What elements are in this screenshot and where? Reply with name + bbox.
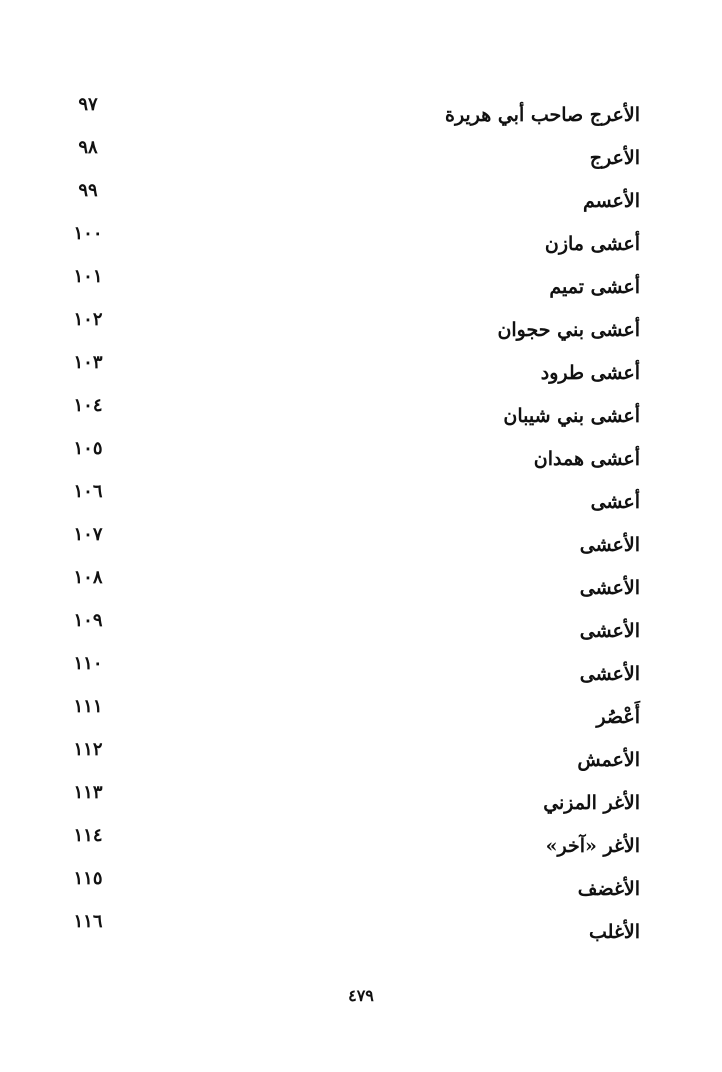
index-entry: [0, 348, 722, 391]
index-entry: [0, 520, 722, 563]
index-entry: [0, 563, 722, 606]
index-entry: [0, 262, 722, 305]
entry-name: الأغلب: [589, 921, 640, 943]
index-entry: [0, 735, 722, 778]
index-entry: [0, 778, 722, 821]
index-entry: [0, 176, 722, 219]
entry-name: الأعرج صاحب أبي هريرة: [444, 104, 640, 126]
entry-name: الأعشى: [579, 663, 640, 685]
entry-number: ١١٥: [73, 868, 103, 889]
entry-name: الأعرج: [589, 147, 640, 169]
entry-name: أعشى طرود: [540, 362, 640, 384]
entry-name: أعشى همدان: [533, 448, 640, 470]
entry-name: الأعسم: [582, 190, 640, 212]
index-entry: [0, 606, 722, 649]
index-entry: [0, 692, 722, 735]
entry-number: ١٠٧: [73, 524, 103, 545]
entry-number: ٩٧: [78, 94, 98, 115]
entry-name: الأعشى: [579, 620, 640, 642]
index-entry: [0, 434, 722, 477]
entry-name: أعشى بني شيبان: [503, 405, 640, 427]
entry-name: أعشى مازن: [544, 233, 640, 255]
entry-number: ١١٢: [73, 739, 103, 760]
entry-number: ١١١: [73, 696, 103, 717]
index-entry: [0, 649, 722, 692]
entry-name: الأغضف: [577, 878, 640, 900]
entry-number: ١٠٣: [73, 352, 103, 373]
index-entry-list: [0, 90, 722, 950]
entry-number: ١٠٢: [73, 309, 103, 330]
entry-name: أَعْصُر: [596, 706, 640, 728]
index-entry: [0, 907, 722, 950]
entry-number: ١٠١: [73, 266, 103, 287]
index-entry: [0, 305, 722, 348]
entry-number: ١١٦: [73, 911, 103, 932]
entry-number: ١١٣: [73, 782, 103, 803]
entry-number: ١٠٩: [73, 610, 103, 631]
entry-number: ١٠٥: [73, 438, 103, 459]
entry-number: ١١٤: [73, 825, 103, 846]
entry-name: الأغر «آخر»: [545, 835, 640, 857]
index-entry: [0, 864, 722, 907]
entry-number: ٩٨: [78, 137, 98, 158]
entry-number: ١١٠: [73, 653, 103, 674]
index-entry: [0, 219, 722, 262]
entry-number: ١٠٠: [73, 223, 103, 244]
index-entry: [0, 133, 722, 176]
index-entry: [0, 821, 722, 864]
index-entry: [0, 477, 722, 520]
entry-number: ١٠٨: [73, 567, 103, 588]
entry-name: الأغر المزني: [543, 792, 640, 814]
entry-number: ١٠٦: [73, 481, 103, 502]
index-entry: [0, 90, 722, 133]
entry-name: الأعمش: [577, 749, 640, 771]
index-entry: [0, 391, 722, 434]
entry-name: أعشى: [590, 491, 640, 513]
page-number: ٤٧٩: [348, 986, 374, 1005]
entry-name: أعشى بني حجوان: [497, 319, 640, 341]
entry-number: ١٠٤: [73, 395, 103, 416]
entry-name: الأعشى: [579, 534, 640, 556]
entry-number: ٩٩: [78, 180, 98, 201]
entry-name: أعشى تميم: [549, 276, 640, 298]
entry-name: الأعشى: [579, 577, 640, 599]
